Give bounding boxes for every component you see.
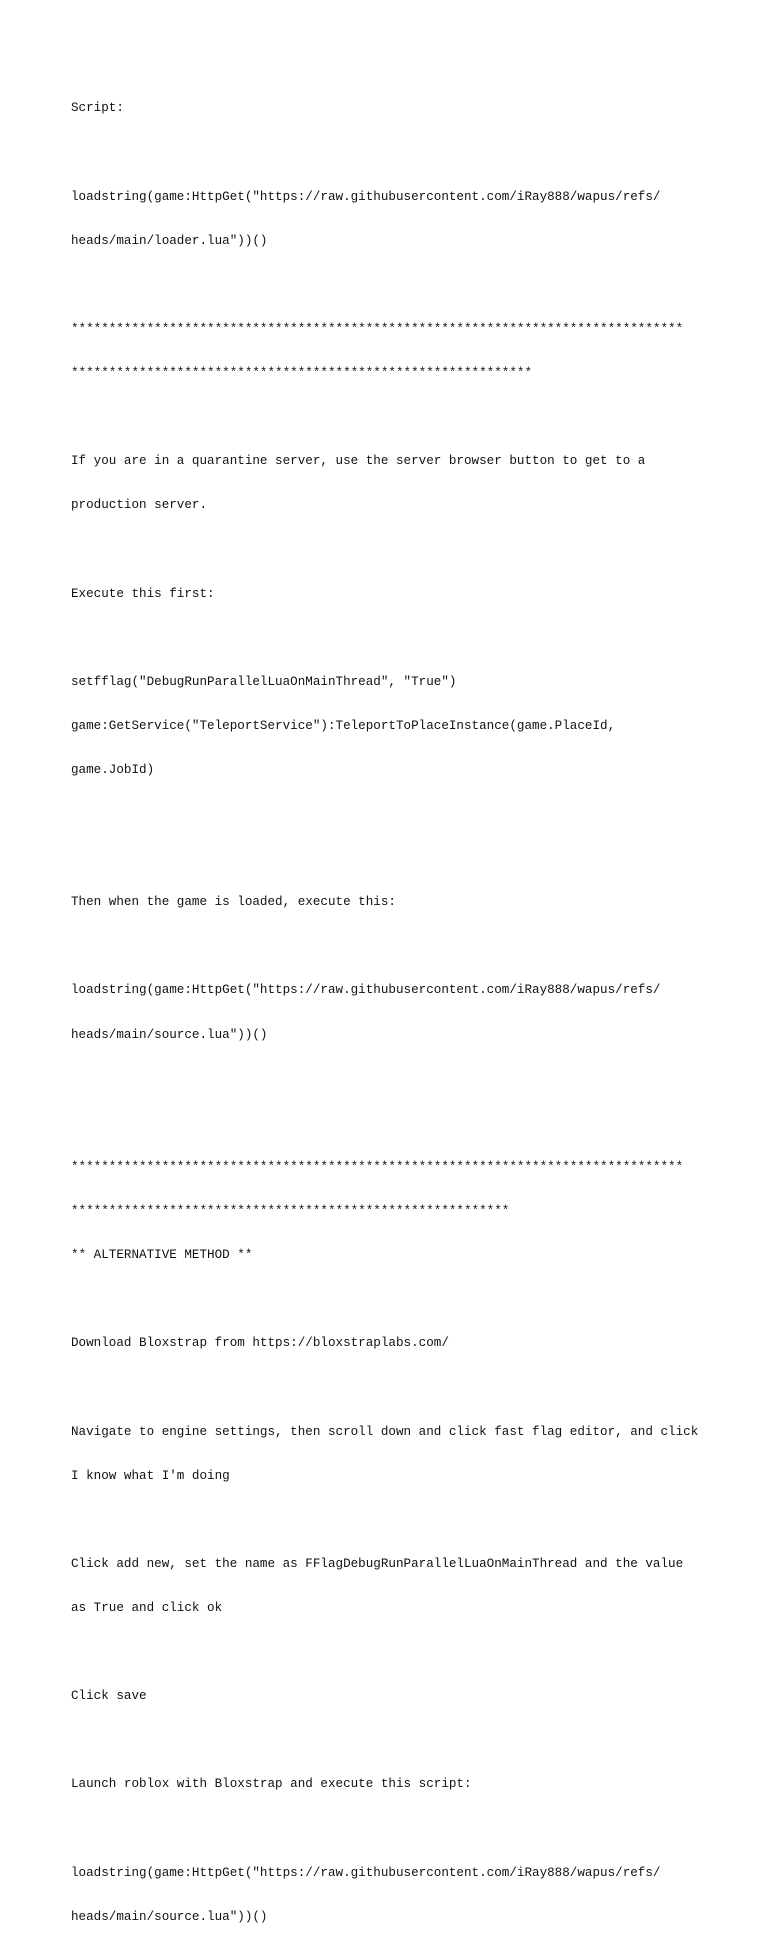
navigate-instruction: I know what I'm doing (71, 1468, 230, 1483)
then-loaded-heading: Then when the game is loaded, execute this: (71, 895, 396, 910)
source-code-line: loadstring(game:HttpGet("https://raw.githubusercontent.com/iRay888/wapus/refs/ (71, 983, 661, 998)
blank-line (71, 410, 711, 425)
add-new-instruction: Click add new, set the name as FFlagDebugRunParallelLuaOnMainThread and the value (71, 1556, 684, 1571)
blank-line (71, 1733, 711, 1748)
separator-line: ************************************************************* (71, 366, 533, 381)
blank-line (71, 278, 711, 293)
download-instruction: Download Bloxstrap from https://bloxstraplabs.com/ (71, 1336, 449, 1351)
loader-code-line: loadstring(game:HttpGet("https://raw.githubusercontent.com/iRay888/wapus/refs/ (71, 189, 661, 204)
document-text (71, 72, 711, 1954)
separator-line: ********************************************************************************* (71, 1159, 684, 1174)
separator-line: ********************************************************************************* (71, 321, 684, 336)
launch-instruction: Launch roblox with Bloxstrap and execute this script: (71, 1777, 472, 1792)
add-new-instruction: as True and click ok (71, 1600, 223, 1615)
blank-line (71, 1513, 711, 1528)
loader-code-line: heads/main/loader.lua"))() (71, 233, 268, 248)
source-code-line: heads/main/source.lua"))() (71, 1027, 268, 1042)
blank-line (71, 146, 711, 161)
separator-line: ********************************************************** (71, 1203, 510, 1218)
teleport-code-line: game.JobId) (71, 762, 155, 777)
click-save-instruction: Click save (71, 1689, 147, 1704)
execute-first-heading: Execute this first: (71, 586, 215, 601)
blank-line (71, 939, 711, 954)
source-code-line: heads/main/source.lua"))() (71, 1909, 268, 1924)
quarantine-note: If you are in a quarantine server, use the server browser button to get to a (71, 454, 646, 469)
source-code-line: loadstring(game:HttpGet("https://raw.githubusercontent.com/iRay888/wapus/refs/ (71, 1865, 661, 1880)
blank-line (71, 851, 711, 866)
navigate-instruction: Navigate to engine settings, then scroll down and click fast flag editor, and click (71, 1424, 699, 1439)
blank-line (71, 631, 711, 646)
teleport-code-line: game:GetService("TeleportService"):TeleportToPlaceInstance(game.PlaceId, (71, 718, 616, 733)
blank-line (71, 1116, 711, 1131)
alternative-method-heading: ** ALTERNATIVE METHOD ** (71, 1248, 253, 1263)
quarantine-note: production server. (71, 498, 208, 513)
script-label: Script: (71, 101, 124, 116)
setfflag-code-line: setfflag("DebugRunParallelLuaOnMainThread", "True") (71, 674, 457, 689)
blank-line (71, 1072, 711, 1087)
blank-line (71, 1645, 711, 1660)
blank-line (71, 542, 711, 557)
blank-line (71, 1380, 711, 1395)
blank-line (71, 1292, 711, 1307)
blank-line (71, 807, 711, 822)
blank-line (71, 1821, 711, 1836)
